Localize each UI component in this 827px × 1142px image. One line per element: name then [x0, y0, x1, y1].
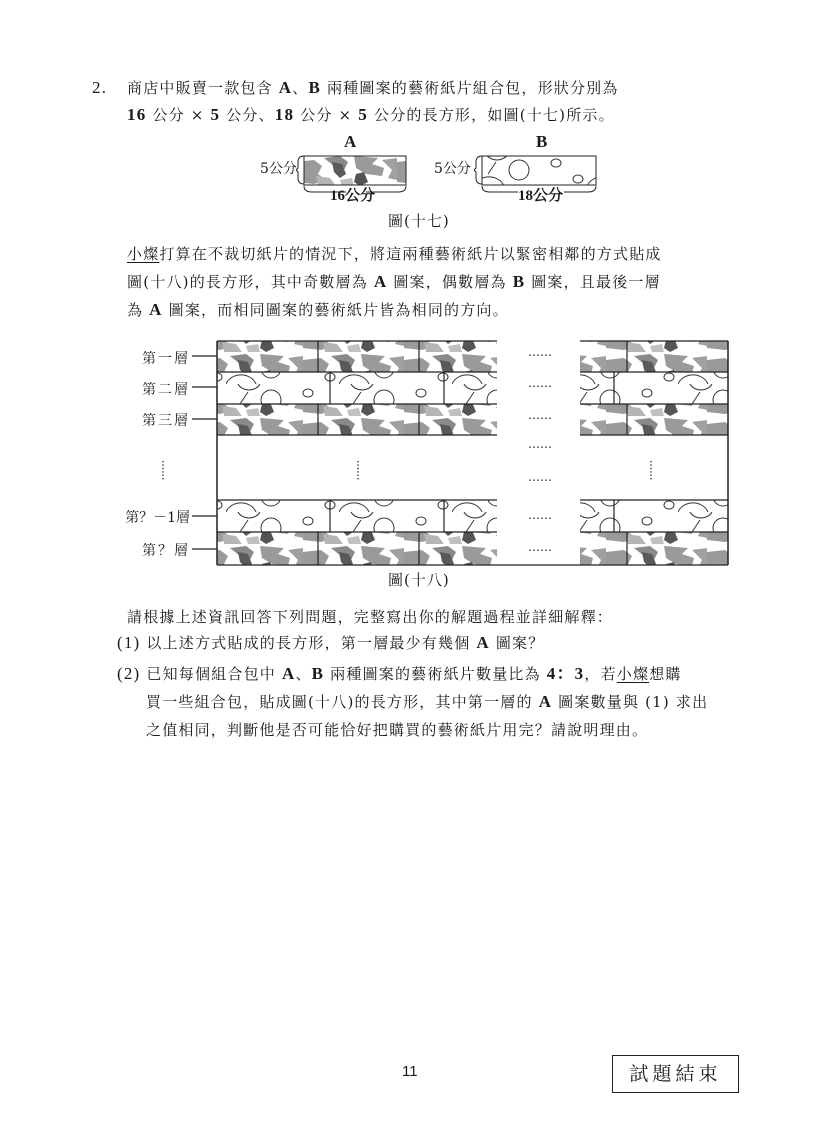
description-line1: 小燦打算在不裁切紙片的情況下，將這兩種藝術紙片以緊密相鄰的方式貼成: [127, 245, 662, 263]
layer-label-last: 第？層: [142, 543, 190, 559]
row-second-last-ellipsis: ……: [528, 508, 552, 522]
instructions: 請根據上述資訊回答下列問題，完整寫出你的解題過程並詳細解釋：: [127, 608, 614, 626]
end-of-exam-box: 試題結束: [612, 1055, 739, 1093]
row-last-ellipsis: ……: [528, 540, 552, 554]
description-line2: 圖(十八)的長方形，其中奇數層為 A 圖案，偶數層為 B 圖案，且最後一層: [127, 272, 661, 291]
piece-b-height-label: 5公分: [434, 161, 471, 177]
row2-ellipsis: ……: [528, 376, 552, 390]
layer-label-1: 第一層: [142, 351, 190, 367]
piece-a-width-label: 16公分: [330, 188, 376, 204]
row3-ellipsis: ……: [528, 408, 552, 422]
row1-ellipsis: ……: [528, 345, 552, 359]
piece-a-height-label: 5公分: [260, 161, 297, 177]
layer-label-second-last: 第？－1層: [125, 510, 190, 526]
gap-ellipsis-1: ……: [528, 437, 552, 451]
piece-b-width-label: 18公分: [518, 188, 564, 204]
sub-question-2-line3: 之值相同，判斷他是否可能恰好把購買的藝術紙片用完？請說明理由。: [146, 721, 649, 739]
layer-label-3: 第三層: [142, 413, 190, 429]
description-line3: 為 A 圖案，而相同圖案的藝術紙片皆為相同的方向。: [127, 300, 509, 319]
layer-label-2: 第二層: [142, 382, 190, 398]
question-intro-line2: 16 公分 × 5 公分、18 公分 × 5 公分的長方形，如圖(十七)所示。: [127, 105, 615, 124]
person-name: 小燦: [127, 245, 160, 263]
figure-17-caption: 圖(十七): [388, 212, 450, 230]
piece-a-label: A: [344, 132, 357, 151]
page-number: 11: [402, 1063, 418, 1080]
question-intro-line1: 商店中販賣一款包含 A、B 兩種圖案的藝術紙片組合包，形狀分別為: [127, 78, 619, 97]
sub-question-1: (1) 以上述方式貼成的長方形，第一層最少有幾個 A 圖案？: [117, 633, 545, 652]
sub-question-2-line2: 買一些組合包，貼成圖(十八)的長方形，其中第一層的 A 圖案數量與 (1) 求出: [146, 692, 709, 711]
gap-ellipsis-2: ……: [528, 470, 552, 484]
sub-question-2-line1: (2) 已知每個組合包中 A、B 兩種圖案的藝術紙片數量比為 4：3，若小燦想購: [117, 664, 682, 683]
question-number: 2.: [92, 78, 108, 97]
piece-b-label: B: [536, 132, 548, 151]
figure-18-caption: 圖(十八): [388, 571, 450, 589]
